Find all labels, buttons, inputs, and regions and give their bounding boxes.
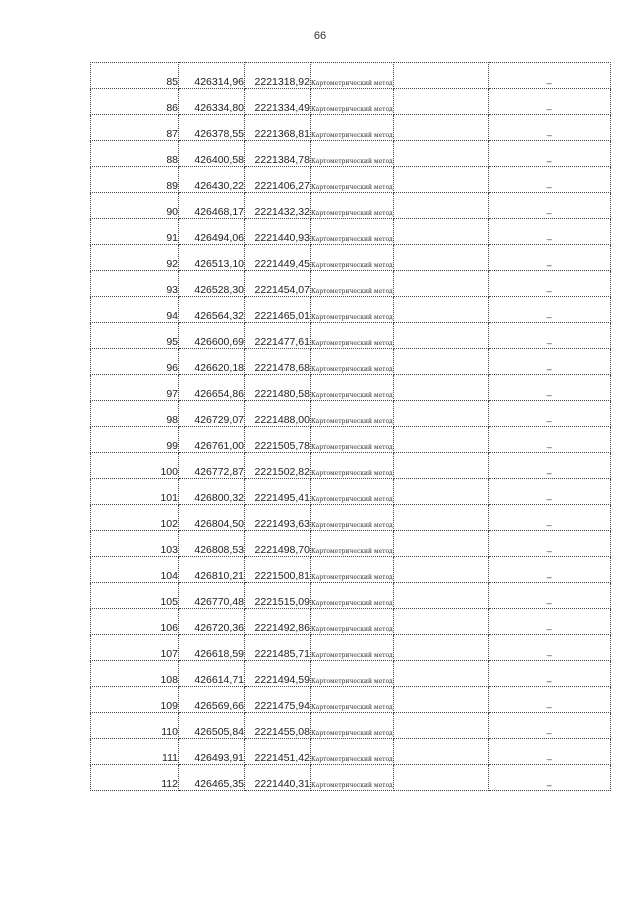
method-cell: Картометрический метод [311,453,394,479]
dash-cell: – [488,635,610,661]
table-row [91,219,611,245]
empty-cell [393,375,488,401]
coord-y-cell: 2221368,81 [245,115,311,141]
empty-cell [393,115,488,141]
coord-y-cell: 2221449,45 [245,245,311,271]
coord-y-cell: 2221505,78 [245,427,311,453]
coord-x-cell: 426772,87 [179,453,245,479]
dash-cell: – [488,557,610,583]
table-row [91,89,611,115]
coord-y-cell: 2221494,59 [245,661,311,687]
point-number-cell: 105 [91,583,179,609]
table-row [91,453,611,479]
coord-x-cell: 426761,00 [179,427,245,453]
empty-cell [393,661,488,687]
table-row [91,115,611,141]
coord-y-cell: 2221502,82 [245,453,311,479]
point-number-cell: 93 [91,271,179,297]
dash-cell: – [488,765,610,791]
coord-y-cell: 2221495,41 [245,479,311,505]
coord-x-cell: 426468,17 [179,193,245,219]
page-number: 66 [313,30,327,42]
coord-y-cell: 2221493,63 [245,505,311,531]
table-row [91,141,611,167]
coord-x-cell: 426654,86 [179,375,245,401]
dash-cell: – [488,323,610,349]
empty-cell [393,63,488,89]
table-row [91,63,611,89]
dash-cell: – [488,219,610,245]
coord-x-cell: 426614,71 [179,661,245,687]
coord-x-cell: 426528,30 [179,271,245,297]
table-row [91,713,611,739]
dash-cell: – [488,271,610,297]
table-row [91,505,611,531]
method-cell: Картометрический метод [311,349,394,375]
coord-y-cell: 2221500,81 [245,557,311,583]
dash-cell: – [488,739,610,765]
empty-cell [393,739,488,765]
empty-cell [393,531,488,557]
dash-cell: – [488,245,610,271]
table-row [91,765,611,791]
point-number-cell: 89 [91,167,179,193]
point-number-cell: 101 [91,479,179,505]
coordinates-table [90,62,611,791]
table-row [91,661,611,687]
method-cell: Картометрический метод [311,401,394,427]
table-row [91,427,611,453]
table-row [91,635,611,661]
dash-cell: – [488,713,610,739]
method-cell: Картометрический метод [311,271,394,297]
table-row [91,271,611,297]
dash-cell: – [488,687,610,713]
empty-cell [393,453,488,479]
coord-x-cell: 426600,69 [179,323,245,349]
point-number-cell: 107 [91,635,179,661]
coord-x-cell: 426400,58 [179,141,245,167]
empty-cell [393,583,488,609]
method-cell: Картометрический метод [311,193,394,219]
coordinates-table-body [91,63,611,791]
empty-cell [393,349,488,375]
table-row [91,557,611,583]
coord-x-cell: 426618,59 [179,635,245,661]
method-cell: Картометрический метод [311,115,394,141]
coord-y-cell: 2221465,01 [245,297,311,323]
dash-cell: – [488,141,610,167]
coord-y-cell: 2221406,27 [245,167,311,193]
method-cell: Картометрический метод [311,661,394,687]
method-cell: Картометрический метод [311,375,394,401]
dash-cell: – [488,479,610,505]
dash-cell: – [488,427,610,453]
dash-cell: – [488,375,610,401]
method-cell: Картометрический метод [311,687,394,713]
dash-cell: – [488,531,610,557]
coord-y-cell: 2221432,32 [245,193,311,219]
table-row [91,193,611,219]
method-cell: Картометрический метод [311,713,394,739]
method-cell: Картометрический метод [311,141,394,167]
coord-x-cell: 426430,22 [179,167,245,193]
coord-y-cell: 2221440,93 [245,219,311,245]
table-row [91,167,611,193]
point-number-cell: 91 [91,219,179,245]
point-number-cell: 110 [91,713,179,739]
coord-x-cell: 426569,66 [179,687,245,713]
empty-cell [393,167,488,193]
coord-x-cell: 426800,32 [179,479,245,505]
method-cell: Картометрический метод [311,63,394,89]
coord-y-cell: 2221451,42 [245,739,311,765]
empty-cell [393,141,488,167]
coord-x-cell: 426564,32 [179,297,245,323]
method-cell: Картометрический метод [311,765,394,791]
coord-y-cell: 2221478,68 [245,349,311,375]
method-cell: Картометрический метод [311,739,394,765]
point-number-cell: 87 [91,115,179,141]
coord-x-cell: 426720,36 [179,609,245,635]
empty-cell [393,401,488,427]
dash-cell: – [488,609,610,635]
coord-y-cell: 2221440,31 [245,765,311,791]
table-row [91,739,611,765]
point-number-cell: 111 [91,739,179,765]
point-number-cell: 86 [91,89,179,115]
method-cell: Картометрический метод [311,635,394,661]
coord-x-cell: 426494,06 [179,219,245,245]
method-cell: Картометрический метод [311,479,394,505]
coord-x-cell: 426810,21 [179,557,245,583]
coord-y-cell: 2221477,61 [245,323,311,349]
empty-cell [393,479,488,505]
empty-cell [393,219,488,245]
dash-cell: – [488,401,610,427]
table-row [91,609,611,635]
point-number-cell: 100 [91,453,179,479]
coord-x-cell: 426505,84 [179,713,245,739]
method-cell: Картометрический метод [311,219,394,245]
dash-cell: – [488,89,610,115]
point-number-cell: 102 [91,505,179,531]
point-number-cell: 108 [91,661,179,687]
table-row [91,687,611,713]
point-number-cell: 94 [91,297,179,323]
empty-cell [393,245,488,271]
point-number-cell: 106 [91,609,179,635]
table-row [91,245,611,271]
coord-x-cell: 426620,18 [179,349,245,375]
table-row [91,323,611,349]
dash-cell: – [488,63,610,89]
empty-cell [393,89,488,115]
table-row [91,583,611,609]
dash-cell: – [488,167,610,193]
point-number-cell: 103 [91,531,179,557]
point-number-cell: 96 [91,349,179,375]
coord-x-cell: 426513,10 [179,245,245,271]
coord-x-cell: 426465,35 [179,765,245,791]
point-number-cell: 85 [91,63,179,89]
point-number-cell: 97 [91,375,179,401]
table-row [91,401,611,427]
point-number-cell: 95 [91,323,179,349]
empty-cell [393,687,488,713]
dash-cell: – [488,349,610,375]
method-cell: Картометрический метод [311,89,394,115]
method-cell: Картометрический метод [311,323,394,349]
empty-cell [393,193,488,219]
dash-cell: – [488,583,610,609]
point-number-cell: 90 [91,193,179,219]
coord-y-cell: 2221515,09 [245,583,311,609]
coord-y-cell: 2221475,94 [245,687,311,713]
table-row [91,531,611,557]
method-cell: Картометрический метод [311,245,394,271]
method-cell: Картометрический метод [311,297,394,323]
empty-cell [393,765,488,791]
method-cell: Картометрический метод [311,557,394,583]
table-row [91,375,611,401]
method-cell: Картометрический метод [311,531,394,557]
coord-y-cell: 2221485,71 [245,635,311,661]
dash-cell: – [488,297,610,323]
point-number-cell: 109 [91,687,179,713]
coord-y-cell: 2221318,92 [245,63,311,89]
coord-y-cell: 2221480,58 [245,375,311,401]
coord-y-cell: 2221488,00 [245,401,311,427]
coord-y-cell: 2221384,78 [245,141,311,167]
empty-cell [393,271,488,297]
empty-cell [393,635,488,661]
empty-cell [393,323,488,349]
coord-x-cell: 426378,55 [179,115,245,141]
table-row [91,297,611,323]
empty-cell [393,713,488,739]
coord-y-cell: 2221454,07 [245,271,311,297]
point-number-cell: 92 [91,245,179,271]
dash-cell: – [488,505,610,531]
coord-x-cell: 426808,53 [179,531,245,557]
point-number-cell: 112 [91,765,179,791]
empty-cell [393,557,488,583]
empty-cell [393,297,488,323]
coord-x-cell: 426804,50 [179,505,245,531]
coord-x-cell: 426334,80 [179,89,245,115]
dash-cell: – [488,453,610,479]
coord-y-cell: 2221455,08 [245,713,311,739]
coord-x-cell: 426729,07 [179,401,245,427]
coord-y-cell: 2221492,86 [245,609,311,635]
coord-y-cell: 2221498,70 [245,531,311,557]
empty-cell [393,609,488,635]
point-number-cell: 104 [91,557,179,583]
method-cell: Картометрический метод [311,505,394,531]
coord-x-cell: 426493,91 [179,739,245,765]
table-row [91,479,611,505]
dash-cell: – [488,115,610,141]
empty-cell [393,505,488,531]
coord-x-cell: 426770,48 [179,583,245,609]
dash-cell: – [488,661,610,687]
method-cell: Картометрический метод [311,609,394,635]
point-number-cell: 99 [91,427,179,453]
coord-y-cell: 2221334,49 [245,89,311,115]
dash-cell: – [488,193,610,219]
method-cell: Картометрический метод [311,167,394,193]
point-number-cell: 88 [91,141,179,167]
coord-x-cell: 426314,96 [179,63,245,89]
method-cell: Картометрический метод [311,583,394,609]
empty-cell [393,427,488,453]
method-cell: Картометрический метод [311,427,394,453]
point-number-cell: 98 [91,401,179,427]
table-row [91,349,611,375]
